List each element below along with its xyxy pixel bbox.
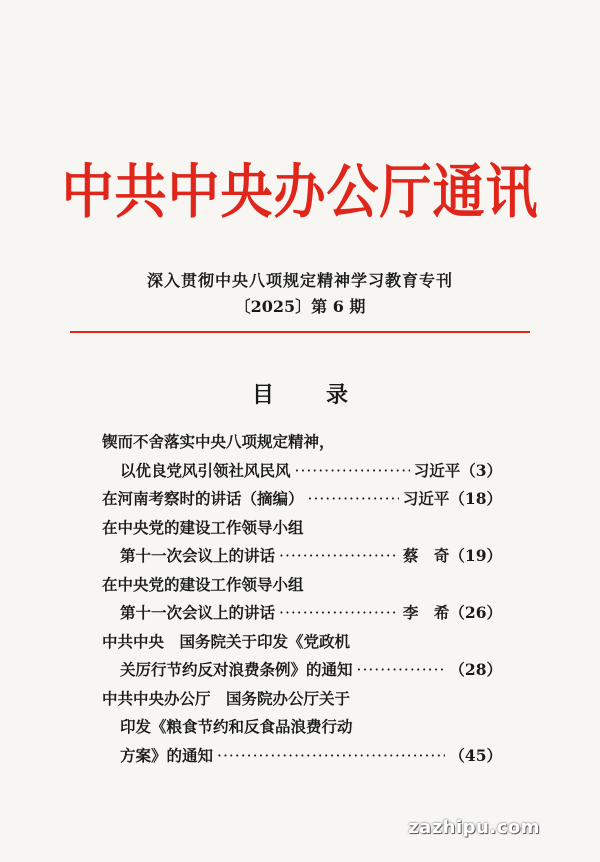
toc-page: （19） [449,546,502,565]
toc-page: （18） [449,489,502,508]
toc-page: （26） [449,603,502,622]
toc-line[interactable] [102,685,502,714]
toc-line-text: 中共中央 国务院关于印发《党政机 [102,631,351,651]
toc-line[interactable] [102,485,502,514]
issue-number: 〔2025〕第 6 期 [234,297,366,316]
leader-dots [295,457,410,486]
leader-dots [279,542,399,571]
toc-line-text: 第十一次会议上的讲话 [120,603,276,622]
toc-author: 李 希 [402,603,450,622]
masthead-title: 中共中央办公厅通讯 [61,159,539,227]
toc-line-text: 在中央党的建设工作领导小组 [102,574,304,594]
leader-dots [217,742,445,771]
toc-line-text: 第十一次会议上的讲话 [120,546,276,565]
toc-line-text: 关厉行节约反对浪费条例》的通知 [120,660,353,679]
toc-line[interactable] [102,542,502,571]
leader-dots [279,599,399,628]
toc-page: （45） [449,745,502,765]
watermark: zazhipu.com [408,817,540,838]
red-divider [70,331,530,333]
toc-line[interactable] [102,656,502,685]
toc-line[interactable] [102,457,502,486]
leader-dots [357,656,446,685]
toc-author: 习近平 [413,460,461,480]
toc-line[interactable] [102,713,502,742]
toc-line[interactable] [102,742,502,771]
toc-page: （3） [460,460,502,480]
toc-author: 蔡 奇 [402,546,450,565]
toc-heading [0,378,600,409]
toc-heading-char-1: 目 [251,383,274,408]
toc-line[interactable] [102,599,502,628]
toc-line[interactable] [102,571,502,600]
toc-line-text: 锲而不舍落实中央八项规定精神， [102,432,335,451]
toc-page: （28） [449,660,502,679]
toc-line-text: 印发《粮食节约和反食品浪费行动 [120,717,353,736]
toc-line[interactable] [102,514,502,543]
toc-line-text: 在河南考察时的讲话（摘编） [102,489,304,508]
toc-line-text: 在中央党的建设工作领导小组 [102,517,304,537]
toc-author: 习近平 [402,489,450,508]
leader-dots [308,485,399,514]
toc-line-text: 以优良党风引领社风民风 [120,460,291,480]
toc-line[interactable] [102,628,502,657]
toc-heading-char-2: 录 [326,383,349,408]
toc-line-text: 方案》的通知 [120,745,214,765]
toc-line-text: 中共中央办公厅 国务院办公厅关于 [102,688,351,708]
table-of-contents [102,428,502,770]
toc-line[interactable] [102,428,502,457]
special-issue-subtitle: 深入贯彻中央八项规定精神学习教育专刊 [146,271,453,290]
